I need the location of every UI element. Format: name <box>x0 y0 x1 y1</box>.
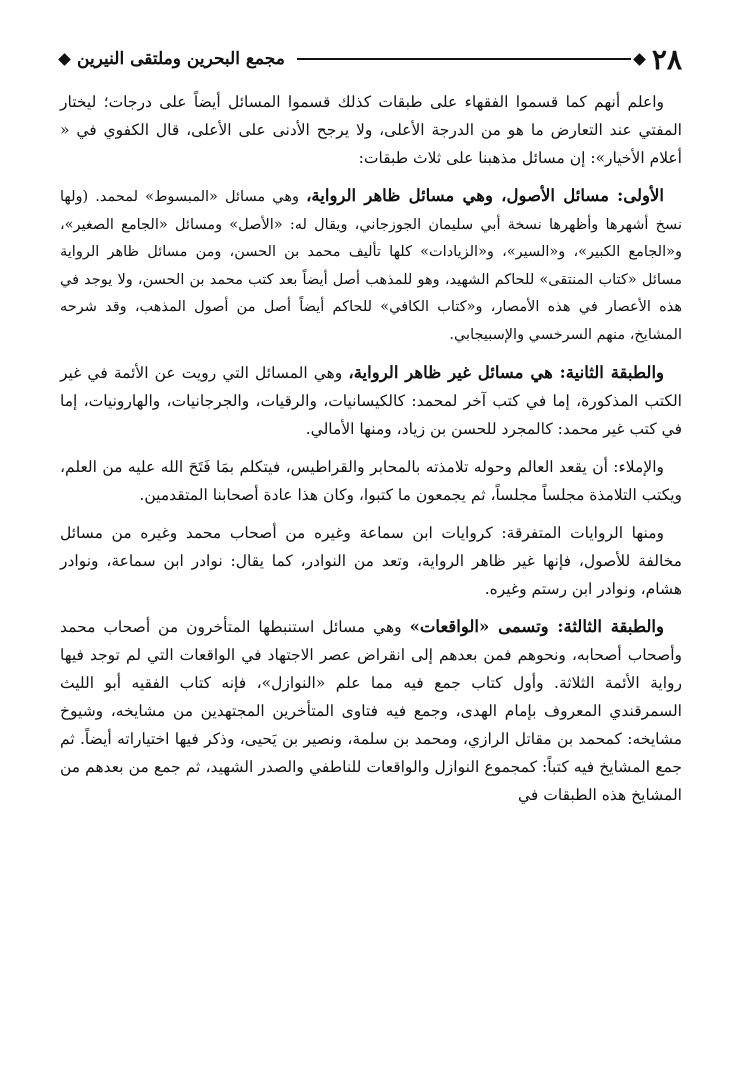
running-title: مجمع البحرين وملتقى النيرين <box>77 49 285 69</box>
header-rule <box>297 58 631 60</box>
paragraph-text: والإملاء: أن يقعد العالم وحوله تلامذته بالمحابر والقراطيس، فيتكلم بمَا فَتَحَ الله عليه من العلم، ويكتب التلامذة مجلساً مجلساً، ثم يجمعون ما كتبوا، وكان هذا عادة أصحابنا المتقدمين. <box>60 458 682 504</box>
paragraph <box>60 182 682 349</box>
paragraph <box>60 359 682 443</box>
diamond-ornament-icon <box>58 53 71 66</box>
paragraph-text: واعلم أنهم كما قسموا الفقهاء على طبقات كذلك قسموا المسائل أيضاً على درجات؛ ليختار المفتي عند التعارض ما هو من الدرجة الأعلى، ولا يرجح الأدنى على الأعلى، قال الكفوي في « أعلام الأخيار»: إن مسائل مذهبنا على ثلاث طبقات: <box>60 93 682 167</box>
section-heading: الأولى: مسائل الأصول، وهي مسائل ظاهر الرواية، <box>306 186 664 205</box>
book-page <box>60 36 682 1090</box>
diamond-ornament-icon <box>633 53 646 66</box>
paragraph-text: وهي مسائل «المبسوط» لمحمد. (ولها نسخ أشهرها وأظهرها نسخة أبي سليمان الجوزجاني، ويقال له: «الأصل» ومسائل «الجامع الصغير»، و«الجامع الكبير»، و«السير»، و«الزيادات» كلها تأليف محمد بن الحسن، ومن مسائل ظاهر الرواية مسائل «كتاب المنتقى» للحاكم الشهيد، وهو للمذهب أصل أيضاً بعد كتب محمد بن الحسن، ولا يوجد في هذه الأعصار في هذه الأمصار، و«كتاب الكافي» للحاكم أيضاً أصل من أصول المذهب، وقد شرحه المشايخ، منهم السرخسي والإسبيجابي. <box>60 189 682 343</box>
paragraph-text: وهي مسائل استنبطها المتأخرون من أصحاب محمد وأصحاب أصحابه، ونحوهم فمن بعدهم إلى انقراض عصر الاجتهاد في الواقعات التي لم توجد فيها رواية الأئمة الثلاثة. وأول كتاب جمع فيه مما علم «النوازل»، فإنه كتاب الفقيه أبو الليث السمرقندي المعروف بإمام الهدى، وجمع فيه فتاوى المتأخرين المجتهدين من مشايخه، وشيوخ مشايخه: كمحمد بن مقاتل الرازي، ومحمد بن سلمة، ونصير بن يَحيى، وذكر فيها اختياراته أيضاً. ثم جمع المشايخ فيه كتباً: كمجموع النوازل والواقعات للناطفي والصدر الشهيد، ثم جمع من بعدهم من المشايخ هذه الطبقات في <box>60 618 682 804</box>
paragraph <box>60 519 682 603</box>
page-number: ٢٨ <box>651 42 682 76</box>
paragraph <box>60 613 682 809</box>
section-heading: والطبقة الثانية: هي مسائل غير ظاهر الرواية، <box>348 363 664 382</box>
paragraph <box>60 88 682 172</box>
page-header <box>60 36 682 82</box>
section-heading: والطبقة الثالثة: وتسمى «الواقعات» <box>409 617 664 636</box>
paragraph-text: ومنها الروايات المتفرقة: كروايات ابن سماعة وغيره من أصحاب محمد وغيره من مسائل مخالفة للأصول، فإنها غير ظاهر الرواية، وتعد من النوادر، كما يقال: نوادر ابن سماعة، ونوادر هشام، ونوادر ابن رستم وغيره. <box>60 524 682 598</box>
paragraph-text: وهي المسائل التي رويت عن الأئمة في غير الكتب المذكورة، إما في كتب آخر لمحمد: كالكيسانيات، والرقيات، والجرجانيات، والهارونيات، إما في كتب غير محمد: كالمجرد للحسن بن زياد، ومنها الأمالي. <box>60 364 682 438</box>
paragraph <box>60 453 682 509</box>
body-text <box>60 88 682 809</box>
